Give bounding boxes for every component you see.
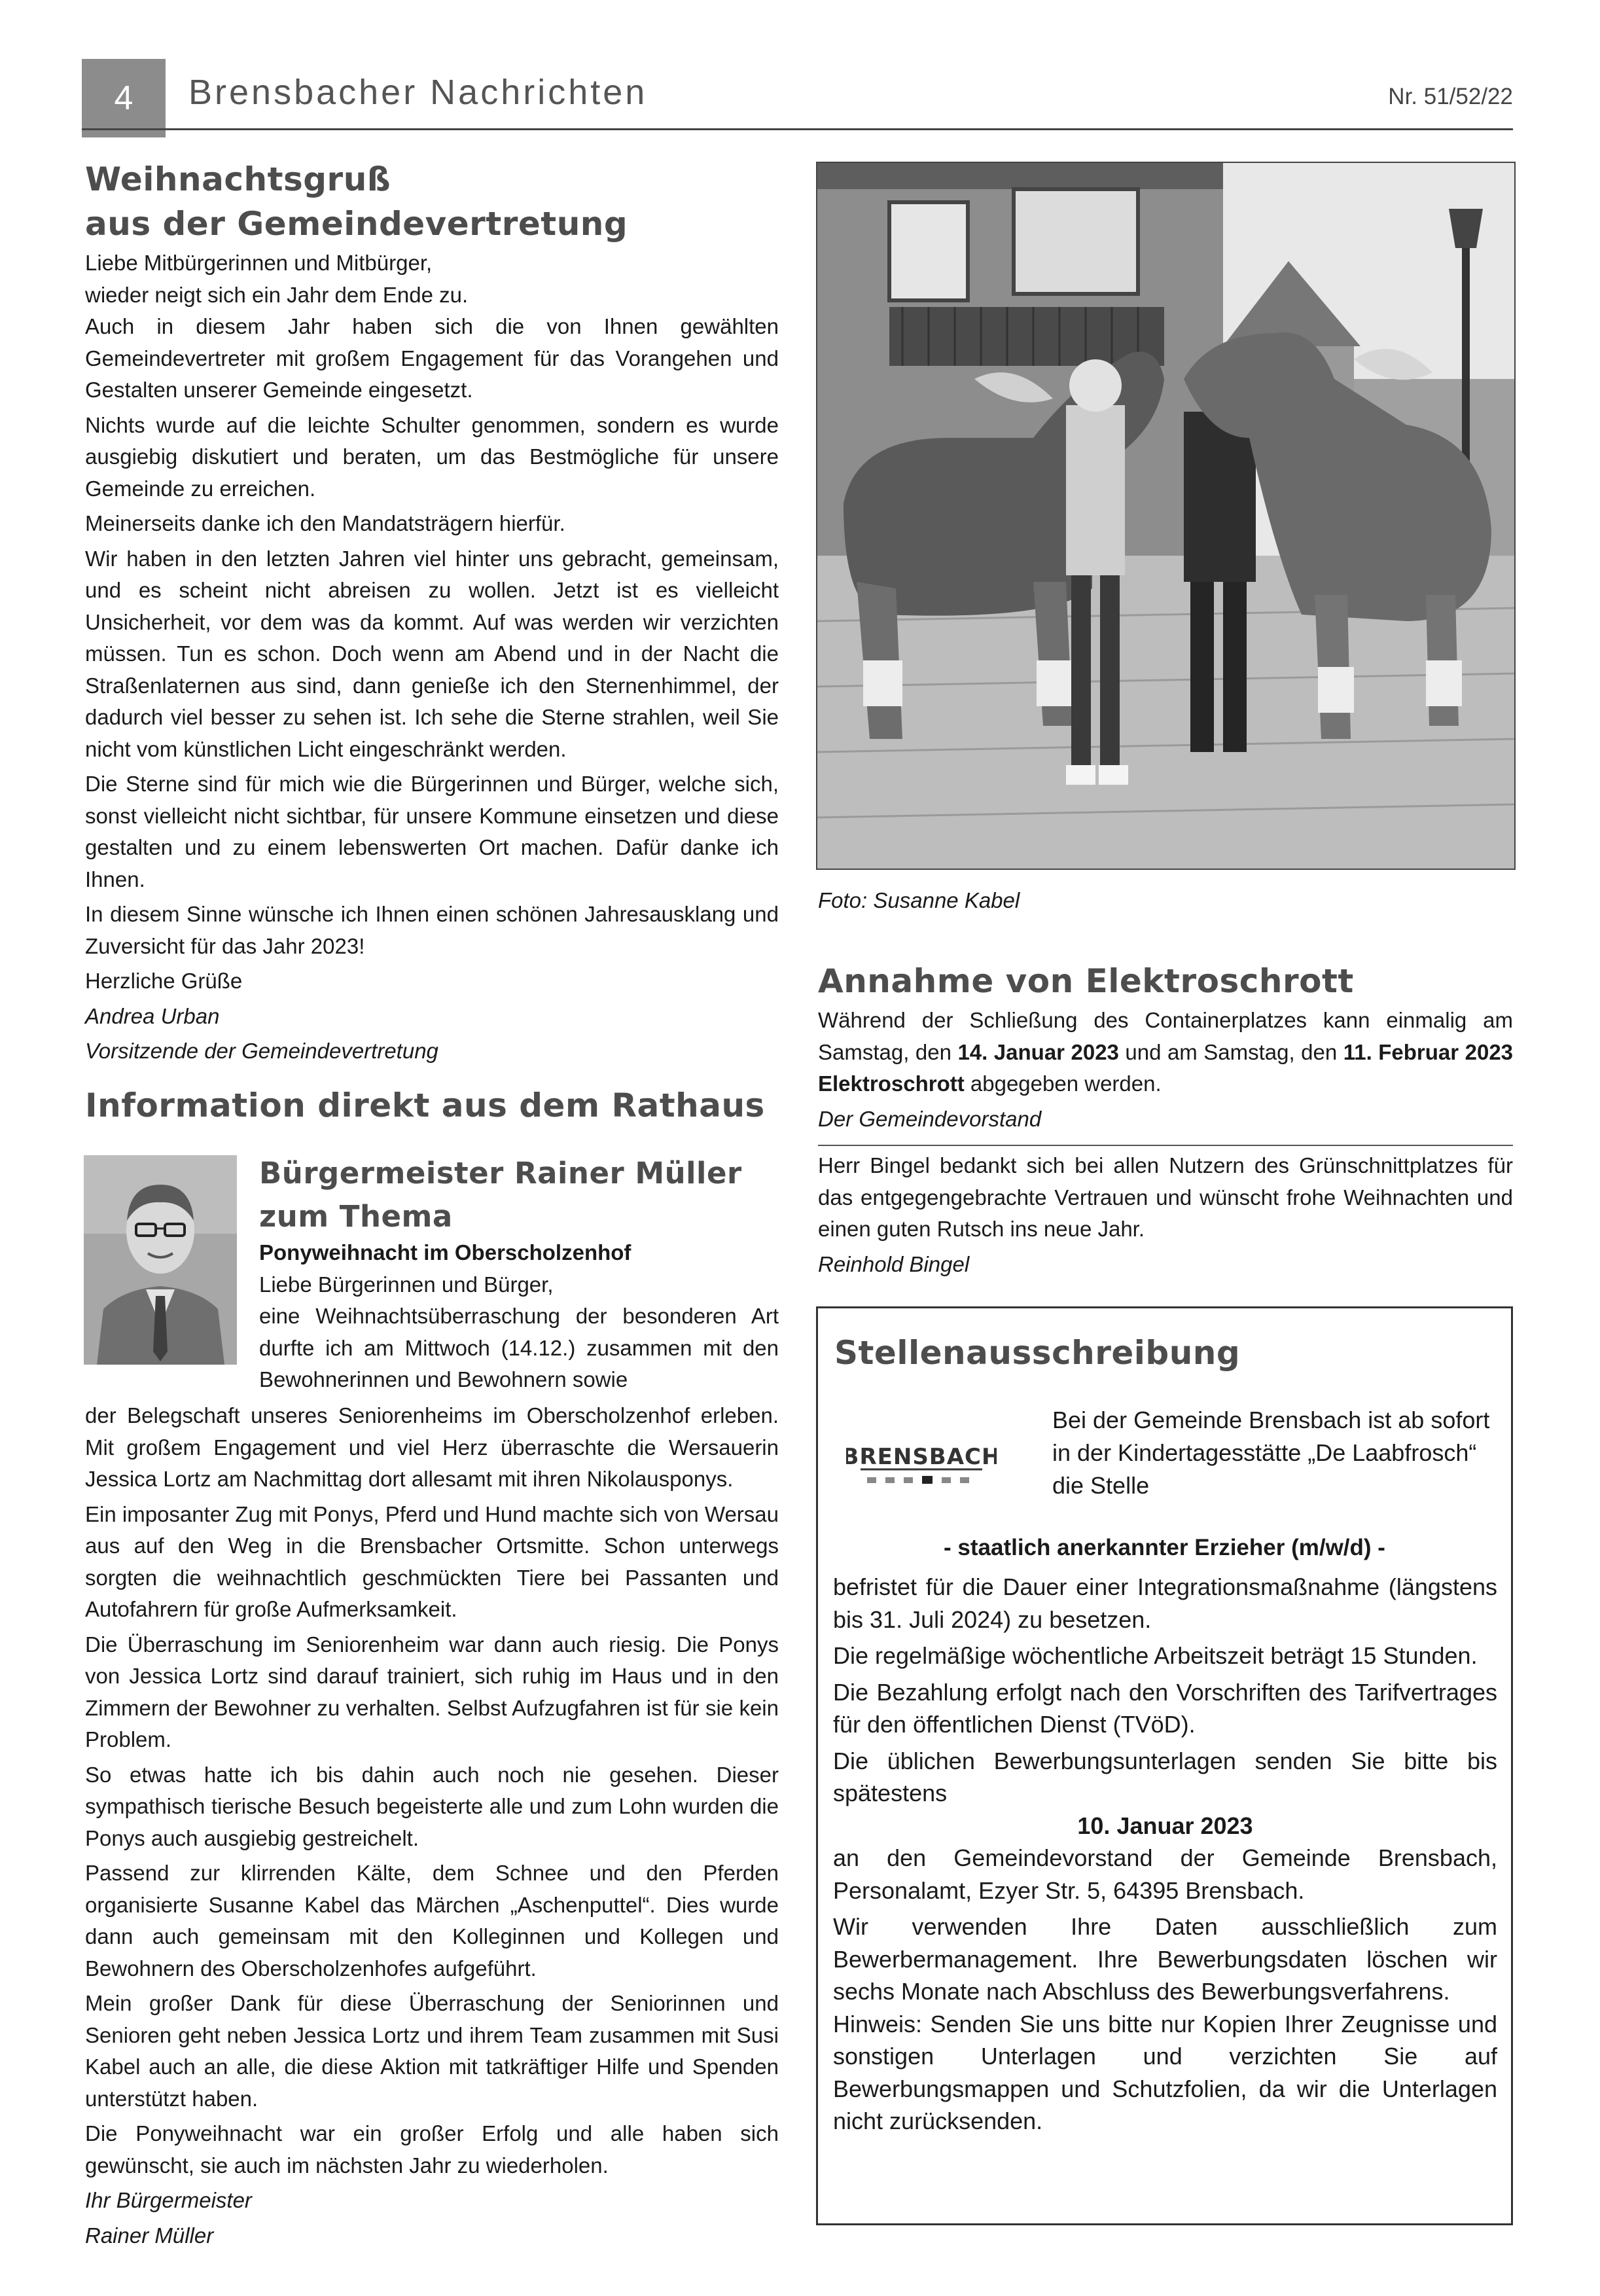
header-divider [82,128,1513,130]
greeting-paragraph: In diesem Sinne wünsche ich Ihnen einen schönen Jahresausklang und Zuversicht für das Jahr 2023! [85,902,779,958]
greeting-article [85,157,779,1067]
job-ad-intro: Bei der Gemeinde Brensbach ist ab sofort in der Kindertagesstätte „De Laabfrosch“ die Stelle [1052,1407,1490,1499]
greeting-signer: Andrea Urban [85,1003,220,1028]
issue-number: Nr. 51/52/22 [1388,84,1513,109]
job-ad-title: Stellenausschreibung [834,1334,1241,1372]
greeting-paragraph: Wir haben in den letzten Jahren viel hinter uns gebracht, gemeinsam, und es scheint nicht abreisen zu wollen. Jetzt ist es vielleicht Unsicherheit, vor dem was da kommt. Auf was werden wir verzichten müssen. Tun es schon. Doch wenn am Abend und in der Nacht die Straßenlaternen aus sind, dann genieße ich den Sternenhimmel, der dadurch viel besser zu sehen ist. Ich sehe die Sterne strahlen, weil Sie nicht vom künstlichen Licht eingeschränkt werden. [85,546,779,761]
rathaus-sign-name: Rainer Müller [85,2223,214,2248]
elektro-date-2: 11. Februar 2023 Elektroschrott [818,1039,1514,1096]
rathaus-paragraph: So etwas hatte ich bis dahin auch noch nie gesehen. Dieser sympathisch tierische Besuch begeisterte alle und zum Lohn wurden die Ponys auch ausgiebig gestreichelt. [85,1762,779,1850]
job-ad-paragraph: Die Bezahlung erfolgt nach den Vorschriften des Tarifvertrages für den öffentlichen Dienst (TVöD). [833,1678,1497,1738]
job-ad-paragraph: Die üblichen Bewerbungsunterlagen senden Sie bitte bis spätestens [833,1747,1497,1806]
greeting-salutation-2: wieder neigt sich ein Jahr dem Ende zu. [85,282,469,307]
elektro-text-1: Während der Schließung des Containerplatzes kann einmalig am Samstag, den [818,1008,1513,1064]
greeting-title-line1: Weihnachtsgruß [85,160,391,198]
rathaus-paragraph: Die Ponyweihnacht war ein großer Erfolg und alle haben sich gewünscht, sie auch im nächsten Jahr zu wiederholen. [85,2121,779,2178]
greeting-title [85,157,779,246]
greeting-salutation: Liebe Mitbürgerinnen und Mitbürger, [85,251,433,275]
elektro-signer: Der Gemeindevorstand [818,1106,1042,1131]
greeting-paragraph: Nichts wurde auf die leichte Schulter genommen, sondern es wurde ausgiebig diskutiert und beraten, um das Bestmögliche für unsere Gemeinde zu erreichen. [85,412,779,501]
job-ad-paragraph: befristet für die Dauer einer Integrationsmaßnahme (längstens bis 31. Juli 2024) zu besetzen. [833,1573,1497,1633]
greeting-role: Vorsitzende der Gemeindevertretung [85,1039,438,1063]
newspaper-title: Brensbacher Nachrichten [188,73,648,112]
job-ad-deadline: 10. Januar 2023 [1077,1812,1253,1839]
rathaus-paragraph: Ein imposanter Zug mit Ponys, Pferd und Hund machte sich von Wersau aus auf den Weg in die Brensbacher Ortsmitte. Schon unterwegs sorgten die weihnachtlich geschmückten Tiere bei Passanten und Autofahrern für große Aufmerksamkeit. [85,1501,779,1621]
gruen-text: Herr Bingel bedankt sich bei allen Nutzern des Grünschnittplatzes für das entgegengebrachte Vertrauen und wünscht frohe Weihnachten und einen guten Rutsch ins neue Jahr. [818,1153,1513,1241]
job-ad-paragraph: Die regelmäßige wöchentliche Arbeitszeit beträgt 15 Stunden. [833,1642,1478,1669]
job-ad-paragraph: Wir verwenden Ihre Daten ausschließlich zum Bewerbermanagement. Ihre Bewerbungsdaten löschen wir sechs Monate nach Abschluss des Bewerbungsverfahrens. [833,1913,1497,2005]
pony-photo [816,162,1516,870]
rathaus-subtitle-line2: zum Thema [259,1199,453,1234]
rathaus-subtitle [259,1152,779,1238]
rathaus-paragraph-1b: der Belegschaft unseres Seniorenheims im Oberscholzenhof erleben. Mit großem Engagement und viel Herz überraschte die Wersauerin Jessica Lortz am Nachmittag dort allesamt mit ihren Nikolausponys. [85,1403,779,1491]
job-ad-paragraph: Hinweis: Senden Sie uns bitte nur Kopien Ihrer Zeugnisse und sonstigen Unterlagen und verzichten Sie auf Bewerbungsmappen und Schutzfolien, da wir die Unterlagen nicht zurücksenden. [833,2010,1497,2134]
rathaus-title: Information direkt aus dem Rathaus [85,1086,765,1124]
greeting-paragraph: Meinerseits danke ich den Mandatsträgern hierfür. [85,511,565,535]
page-number: 4 [82,59,166,137]
elektro-text [818,1005,1513,1100]
rathaus-paragraph: Passend zur klirrenden Kälte, dem Schnee und den Pferden organisierte Susanne Kabel das Märchen „Aschenputtel“. Dies wurde dann auch gemeinsam mit den Kolleginnen und Kollegen und Bewohnern des Oberscholzenhofes aufgeführt. [85,1861,779,1981]
job-ad-paragraph: an den Gemeindevorstand der Gemeinde Brensbach, Personalamt, Ezyer Str. 5, 64395 Brensbach. [833,1844,1497,1904]
photo-caption: Foto: Susanne Kabel [818,888,1020,912]
elektro-article [818,959,1513,1135]
greeting-paragraph: Die Sterne sind für mich wie die Bürgerinnen und Bürger, welche sich, sonst vielleicht nicht sichtbar, für unsere Kommune einsetzen und diese gestalten und zu einem lebenswerten Ort machen. Dafür danke ich Ihnen. [85,772,779,891]
greeting-paragraph: Auch in diesem Jahr haben sich die von Ihnen gewählten Gemeindevertreter mit großem Engagement für das Vorangehen und Gestalten unserer Gemeinde eingesetzt. [85,314,779,402]
job-ad-position: - staatlich anerkannter Erzieher (m/w/d) - [944,1535,1385,1560]
logo-wordmark: BRENSBACH [846,1444,997,1470]
elektro-title: Annahme von Elektroschrott [818,962,1354,1000]
mayor-portrait [84,1155,237,1365]
rathaus-salutation: Liebe Bürgerinnen und Bürger, [259,1272,554,1297]
rathaus-paragraph-1a: eine Weihnachtsüberraschung der besonderen Art durfte ich am Mittwoch (14.12.) zusammen mit den Bewohnerinnen und Bewohnern sowie [259,1304,779,1391]
rathaus-body [85,1400,779,2251]
brensbach-logo [846,1404,997,1509]
rathaus-paragraph: Mein großer Dank für diese Überraschung der Seniorinnen und Senioren geht neben Jessica Lortz und ihrem Team zusammen mit Susi Kabel auch an alle, die diese Aktion mit tatkräftiger Hilfe und Spenden unterstützt haben. [85,1991,779,2111]
greeting-title-line2: aus der Gemeindevertretung [85,205,628,243]
rathaus-topic: Ponyweihnacht im Oberscholzenhof [259,1240,631,1265]
elektro-text-3: abgegeben werden. [964,1071,1162,1096]
gruen-article [818,1150,1513,1280]
greeting-closing: Herzliche Grüße [85,969,243,993]
rathaus-intro [259,1152,779,1396]
rathaus-subtitle-line1: Bürgermeister Rainer Müller [259,1156,742,1191]
rathaus-paragraph: Die Überraschung im Seniorenheim war dann auch riesig. Die Ponys von Jessica Lortz sind darauf trainiert, sich ruhig im Haus und in den Zimmern der Bewohner zu verhalten. Selbst Aufzugfahren ist für sie kein Problem. [85,1632,779,1751]
elektro-text-2: und am Samstag, den [1118,1039,1343,1064]
section-divider [818,1145,1513,1146]
job-ad-body [833,1571,1497,2138]
rathaus-sign-role: Ihr Bürgermeister [85,2188,252,2212]
elektro-date-1: 14. Januar 2023 [957,1039,1119,1064]
gruen-signer: Reinhold Bingel [818,1251,970,1276]
